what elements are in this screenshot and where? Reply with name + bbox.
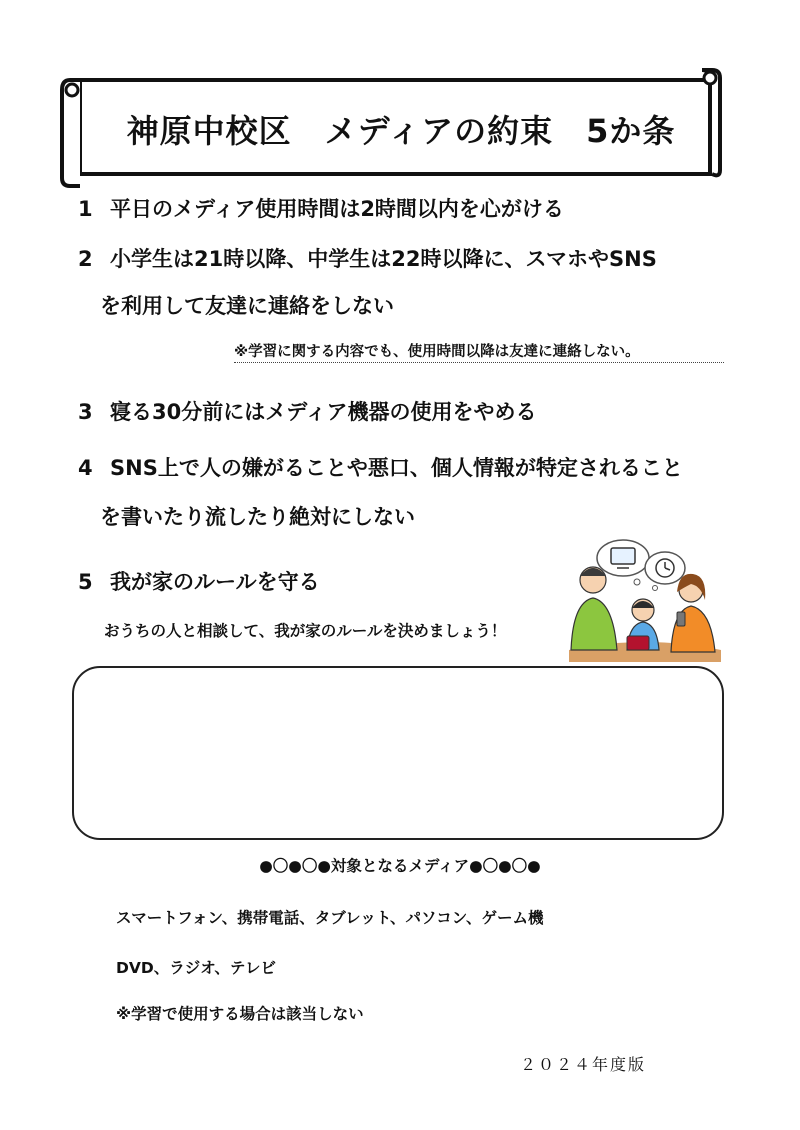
rule-text: 小学生は21時以降、中学生は22時以降に、スマホやSNS (110, 247, 657, 271)
edition-label: ２０２４年度版 (520, 1055, 647, 1074)
rule-5-subtext: おうちの人と相談して、我が家のルールを決めましょう！ (104, 622, 507, 640)
rule-text: SNS上で人の嫌がることや悪口、個人情報が特定されること (110, 456, 683, 480)
rule-text: 寝る30分前にはメディア機器の使用をやめる (110, 400, 537, 424)
rule-number: 1 (78, 197, 93, 221)
rule-number: 5 (78, 570, 93, 594)
clock-icon (645, 552, 685, 584)
rule-3 (78, 396, 758, 426)
media-note: ※学習で使用する場合は該当しない (116, 1005, 364, 1023)
phone-icon (677, 612, 685, 626)
media-list-2: DVD、ラジオ、テレビ (116, 959, 277, 977)
page-title: 神原中校区 メディアの約束 5か条 (126, 112, 676, 150)
rule-4-continued: を書いたり流したり絶対にしない (100, 505, 415, 529)
media-list-1: スマートフォン、携帯電話、タブレット、パソコン、ゲーム機 (116, 909, 544, 927)
rule-text: 平日のメディア使用時間は2時間以内を心がける (110, 197, 564, 221)
rule-number: 4 (78, 456, 93, 480)
rule-1 (78, 193, 758, 223)
tablet-icon (627, 636, 649, 650)
rule-2 (78, 243, 758, 273)
rule-2-note: ※学習に関する内容でも、使用時間以降は友達に連絡しない。 (234, 340, 724, 363)
rule-number: 2 (78, 247, 93, 271)
media-heading: ●〇●〇●対象となるメディア●〇●〇● (259, 857, 541, 875)
household-rules-box (72, 666, 724, 840)
rule-text: 我が家のルールを守る (110, 570, 320, 594)
rule-4 (78, 452, 758, 482)
rule-number: 3 (78, 400, 93, 424)
tv-icon (597, 540, 649, 576)
family-illustration (565, 538, 725, 662)
rule-2-continued: を利用して友達に連絡をしない (100, 294, 394, 318)
